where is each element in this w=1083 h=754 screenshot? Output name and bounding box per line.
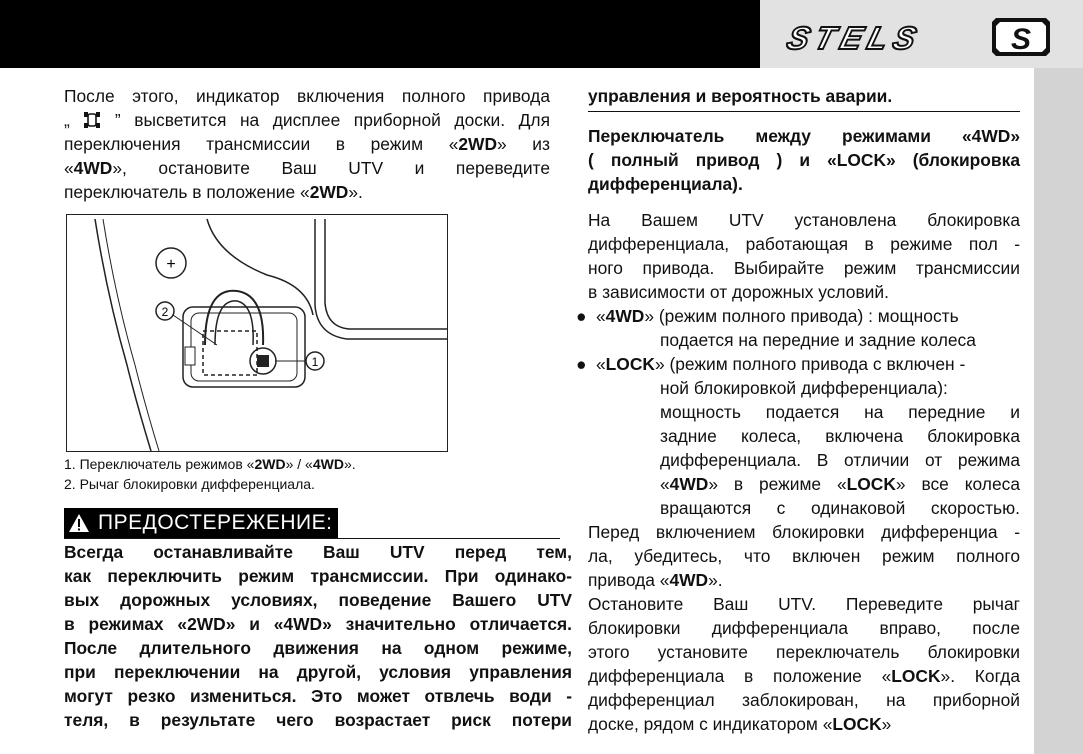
paragraph-procedure: Перед включением блокировки дифференциа - ла, убедитесь, что включен режим полного привода «4WD». Остановите Ваш UTV. Переведите рычаг блокировки дифференциала вправо, после этого установите переключатель блокировки дифференциала в положение «LOCK». Когда дифференциал заблокирован, на приборной доске, рядом с индикатором «LOCK» bbox=[588, 522, 1020, 734]
warning-line: Всегда останавливайте Ваш UTV перед тем, bbox=[64, 542, 572, 562]
figure-captions bbox=[64, 454, 484, 494]
warning-line: теля, в результате чего возрастает риск потери bbox=[64, 710, 572, 730]
warning-line: при переключении на другой, условия управления bbox=[64, 662, 572, 682]
warning-line: как переключить режим трансмиссии. При одинако- bbox=[64, 566, 572, 586]
intro-line-2: „ ” высветится на дисплее приборной доски. Для bbox=[64, 110, 550, 130]
intro-paragraph bbox=[64, 84, 550, 204]
bullet-icon: ● bbox=[576, 306, 587, 326]
side-strip bbox=[1034, 68, 1083, 754]
badge-letter: S bbox=[1010, 23, 1032, 56]
warning-line: вых дорожных условиях, поведение Вашего UTV bbox=[64, 590, 572, 610]
warning-title: ПРЕДОСТЕРЕЖЕНИЕ: bbox=[98, 511, 333, 534]
intro-line-5: переключатель в положение «2WD». bbox=[64, 182, 363, 202]
warning-text bbox=[64, 540, 572, 732]
intro-line-4: «4WD», остановите Ваш UTV и переведите bbox=[64, 158, 550, 178]
caption-2: 2. Рычаг блокировки дифференциала. bbox=[64, 476, 315, 492]
brand-badge-icon bbox=[990, 16, 1052, 58]
warning-header bbox=[64, 508, 560, 539]
bullet-lock: ● «LOCK» (режим полного привода с включен - ной блокировкой дифференциала): мощность подается на передние и задние колеса, включена блокировка дифференциала. В отличии от режима «4WD» в режиме «LOCK» все колеса вращаются с одинаковой скоростью. bbox=[576, 354, 1020, 518]
svg-text:+: + bbox=[166, 256, 176, 273]
bullet-icon: ● bbox=[576, 354, 587, 374]
continued-text: управления и вероятность аварии. bbox=[588, 84, 1020, 112]
figure-label-1: 1 bbox=[311, 355, 319, 369]
warning-triangle-icon bbox=[68, 513, 90, 533]
caption-1: 1. Переключатель режимов «2WD» / «4WD». bbox=[64, 456, 356, 472]
brand-logo: STELS bbox=[783, 20, 927, 56]
warning-title-box bbox=[64, 508, 338, 538]
paragraph-intro: На Вашем UTV установлена блокировка дифференциала, работающая в режиме пол - ного привода. Выбирайте режим трансмиссии в зависимости от дорожных условий. bbox=[588, 210, 1020, 302]
warning-line: могут резко измениться. Это может отвлечь води - bbox=[64, 686, 572, 706]
diagram-figure bbox=[66, 214, 448, 452]
section-heading: Переключатель между режимами «4WD» ( полный привод ) и «LOCK» (блокировка дифференциала). bbox=[588, 126, 1020, 194]
header-bar bbox=[0, 0, 760, 68]
warning-line: в режимах «2WD» и «4WD» значительно отличается. bbox=[64, 614, 572, 634]
intro-line-1: После этого, индикатор включения полного привода bbox=[64, 86, 550, 106]
4wd-indicator-icon bbox=[83, 111, 101, 129]
right-column bbox=[576, 84, 1020, 736]
transmission-switch-diagram bbox=[67, 215, 447, 451]
intro-line-3: переключения трансмиссии в режим «2WD» из bbox=[64, 134, 550, 154]
warning-line: После длительного движения на одном режиме, bbox=[64, 638, 572, 658]
figure-label-2: 2 bbox=[161, 305, 169, 319]
bullet-4wd: ● «4WD» (режим полного привода) : мощность подается на передние и задние колеса bbox=[576, 306, 976, 350]
